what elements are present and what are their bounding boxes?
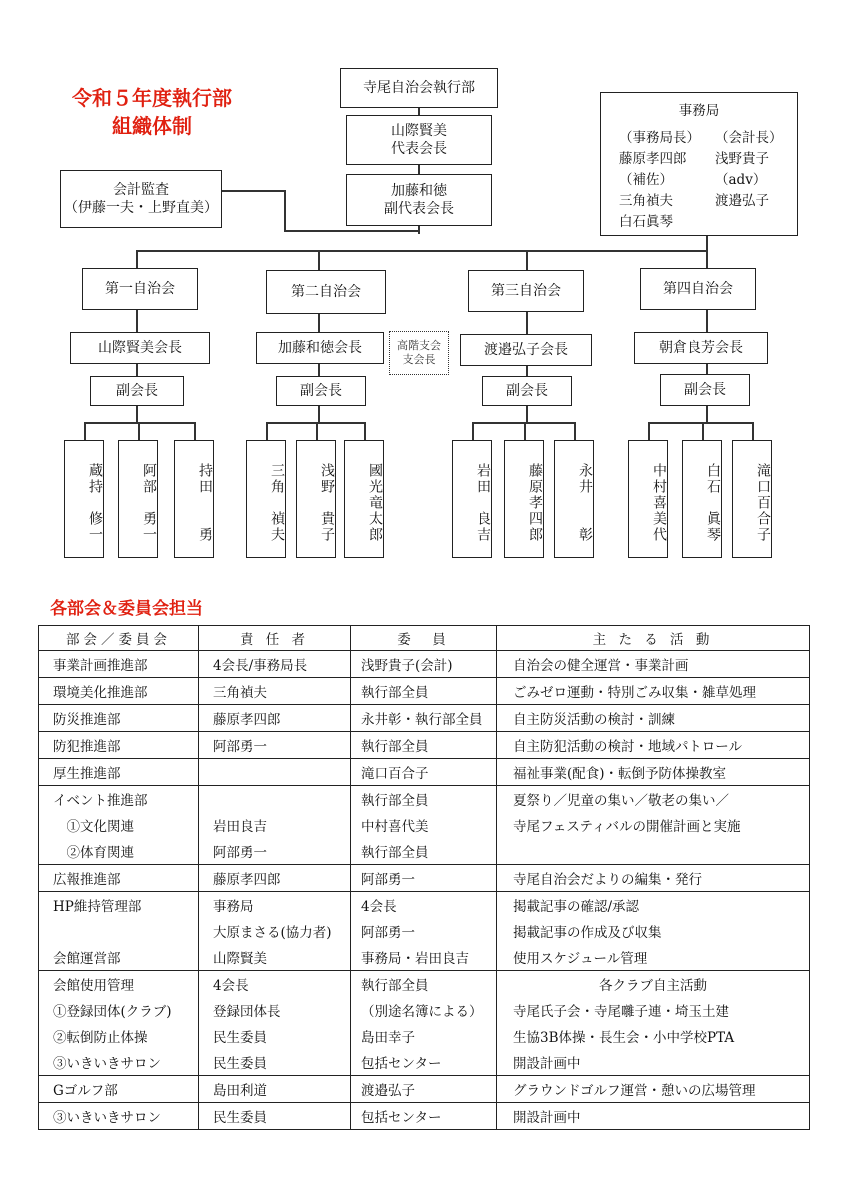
connector-b1 <box>136 250 138 268</box>
drop <box>472 422 474 440</box>
branch-1-box <box>82 268 198 310</box>
member-name: 浅野 貴子 <box>319 463 335 543</box>
table-header-row <box>39 626 810 651</box>
table-cell: 執行部全員 <box>351 971 497 998</box>
table-cell: 寺尾フェスティバルの開催計画と実施 <box>497 812 810 838</box>
table-cell: 登録団体長 <box>199 997 351 1023</box>
table-cell: 包括センター <box>351 1103 497 1130</box>
table-cell: 三角禎夫 <box>199 678 351 705</box>
representative-name: 山際賢美 <box>391 122 447 139</box>
bus-1 <box>84 422 196 424</box>
branch-4-box <box>640 268 756 310</box>
branch-2-member <box>296 440 336 558</box>
table-cell: 執行部全員 <box>351 678 497 705</box>
table-cell: 自治会の健全運営・事業計画 <box>497 651 810 678</box>
table-cell: 渡邉弘子 <box>351 1076 497 1103</box>
member-name: 國光竜太郎 <box>367 463 383 543</box>
drop <box>574 422 576 440</box>
branch-3-member <box>554 440 594 558</box>
branch-3-member <box>504 440 544 558</box>
table-cell: 環境美化推進部 <box>39 678 199 705</box>
branch-3-member <box>452 440 492 558</box>
office-title: 事務局 <box>678 103 720 119</box>
table-cell: 島田幸子 <box>351 1023 497 1049</box>
table-cell: 厚生推進部 <box>39 759 199 786</box>
table-cell: 防災推進部 <box>39 705 199 732</box>
sub-branch-line2: 支会長 <box>402 353 436 366</box>
table-cell: 会館運営部 <box>39 944 199 971</box>
table-cell: 滝口百合子 <box>351 759 497 786</box>
table-row <box>39 865 810 892</box>
table-cell: 大原まさる(協力者) <box>199 918 351 944</box>
page-title-line1: 令和５年度執行部 <box>72 86 232 110</box>
branch-3-vice <box>482 376 572 406</box>
drop <box>266 422 268 440</box>
table-row <box>39 1103 810 1130</box>
branch-4-vice <box>660 374 750 406</box>
member-name: 持田 勇 <box>197 463 213 543</box>
member-name: 滝口百合子 <box>755 463 771 543</box>
table-cell: 中村喜代美 <box>351 812 497 838</box>
branch-2-vice-label: 副会長 <box>300 382 342 399</box>
drop <box>752 422 754 440</box>
branch-1-name: 第一自治会 <box>105 280 175 297</box>
table-cell: 掲載記事の確認/承認 <box>497 892 810 919</box>
branch-3-chief-label: 渡邉弘子会長 <box>484 341 568 358</box>
vice-representative-box <box>346 174 492 226</box>
table-cell: 4会長 <box>351 892 497 919</box>
table-cell: 事務局 <box>199 892 351 919</box>
sub-branch-line1: 高階支会 <box>397 338 441 352</box>
table-cell: ②転倒防止体操 <box>39 1023 199 1049</box>
connector-audit-stub <box>220 190 286 192</box>
office-r2-left: 藤原孝四郎 <box>619 151 687 167</box>
table-cell: 掲載記事の作成及び収集 <box>497 918 810 944</box>
branch-1-vice <box>90 376 184 406</box>
table-cell: 福祉事業(配食)・転倒予防体操教室 <box>497 759 810 786</box>
table-cell: 事業計画推進部 <box>39 651 199 678</box>
table-cell: 生協3B体操・長生会・小中学校PTA <box>497 1023 810 1049</box>
section-title: 各部会＆委員会担当 <box>50 599 203 619</box>
office-r5-left: 白石眞琴 <box>619 214 673 230</box>
branch-4-name: 第四自治会 <box>663 280 733 297</box>
branch-4-chief <box>634 332 768 364</box>
branch-1-chief-label: 山際賢美会長 <box>98 339 182 356</box>
office-r1-right: （会計長） <box>715 130 783 146</box>
table-cell: 執行部全員 <box>351 786 497 813</box>
branch-4-member <box>628 440 668 558</box>
table-row <box>39 1076 810 1103</box>
connector-audit-v <box>284 190 286 232</box>
office-r4-left: 三角禎夫 <box>619 193 673 209</box>
table-row <box>39 678 810 705</box>
vice-representative-role: 副代表会長 <box>384 201 454 217</box>
table-cell: ごみゼロ運動・特別ごみ収集・雑草処理 <box>497 678 810 705</box>
table-cell: イベント推進部 <box>39 786 199 813</box>
member-name: 三角 禎夫 <box>269 463 285 543</box>
table-row <box>39 812 810 838</box>
table-cell: 4会長/事務局長 <box>199 651 351 678</box>
branch-1-chief <box>70 332 210 364</box>
drop <box>194 422 196 440</box>
table-row <box>39 971 810 998</box>
member-name: 中村喜美代 <box>651 463 667 543</box>
table-header: 主 た る 活 動 <box>497 626 810 651</box>
table-cell: 会館使用管理 <box>39 971 199 998</box>
table-cell: 岩田良吉 <box>199 812 351 838</box>
table-cell: 藤原孝四郎 <box>199 705 351 732</box>
drop <box>648 422 650 440</box>
branch-4-vice-label: 副会長 <box>684 381 726 398</box>
table-cell: Gゴルフ部 <box>39 1076 199 1103</box>
branch-3-name: 第三自治会 <box>491 282 561 299</box>
member-name: 蔵持 修一 <box>87 463 103 543</box>
table-header: 部会／委員会 <box>39 626 199 651</box>
branch-1-member <box>174 440 214 558</box>
representative-role: 代表会長 <box>391 141 447 157</box>
page-title <box>62 84 242 140</box>
branch-4-member <box>732 440 772 558</box>
branch-4-chief-label: 朝倉良芳会長 <box>659 339 743 356</box>
table-cell: 広報推進部 <box>39 865 199 892</box>
drop <box>364 422 366 440</box>
table-cell: 防犯推進部 <box>39 732 199 759</box>
branch-2-box <box>266 270 386 314</box>
table-cell: 執行部全員 <box>351 732 497 759</box>
table-row <box>39 944 810 971</box>
table-cell: ①登録団体(クラブ) <box>39 997 199 1023</box>
table-row <box>39 786 810 813</box>
table-cell: 自主防犯活動の検討・地域パトロール <box>497 732 810 759</box>
office-r1-left: （事務局長） <box>619 130 700 146</box>
branch-2-member <box>246 440 286 558</box>
table-cell: 寺尾自治会だよりの編集・発行 <box>497 865 810 892</box>
table-row <box>39 732 810 759</box>
org-executive-box <box>340 68 498 108</box>
table-cell: 民生委員 <box>199 1103 351 1130</box>
table-header: 委 員 <box>351 626 497 651</box>
table-row <box>39 705 810 732</box>
table-cell: 阿部勇一 <box>199 838 351 865</box>
bus-4 <box>648 422 754 424</box>
sub-branch-box <box>389 331 449 375</box>
table-cell <box>497 838 810 865</box>
connector-branches-h <box>137 250 708 252</box>
table-cell: ③いきいきサロン <box>39 1049 199 1076</box>
table-row <box>39 1023 810 1049</box>
table-cell: 夏祭り／児童の集い／敬老の集い／ <box>497 786 810 813</box>
table-cell: 阿部勇一 <box>351 918 497 944</box>
branch-3-chief <box>460 334 592 366</box>
branch-4-member <box>682 440 722 558</box>
office-box <box>600 92 798 236</box>
table-cell: 執行部全員 <box>351 838 497 865</box>
connector-b3 <box>526 250 528 270</box>
branch-1-vice-label: 副会長 <box>116 382 158 399</box>
table-header: 責 任 者 <box>199 626 351 651</box>
table-cell: ①文化関連 <box>39 812 199 838</box>
table-cell: 事務局・岩田良吉 <box>351 944 497 971</box>
table-cell <box>199 786 351 813</box>
table-cell: 島田利道 <box>199 1076 351 1103</box>
table-cell: 開設計画中 <box>497 1049 810 1076</box>
table-row <box>39 918 810 944</box>
table-cell: 山際賢美 <box>199 944 351 971</box>
member-name: 阿部 勇一 <box>141 463 157 543</box>
table-cell: 永井彰・執行部全員 <box>351 705 497 732</box>
branch-3-vice-label: 副会長 <box>506 382 548 399</box>
org-executive-label: 寺尾自治会執行部 <box>363 79 475 96</box>
drop <box>702 422 704 440</box>
table-cell: 民生委員 <box>199 1049 351 1076</box>
branch-3-box <box>468 270 584 312</box>
office-r4-right: 渡邉弘子 <box>715 193 769 209</box>
roles-table <box>38 625 810 1130</box>
member-name: 永井 彰 <box>577 463 593 543</box>
connector-audit-h <box>284 230 420 232</box>
table-cell: 阿部勇一 <box>351 865 497 892</box>
table-row <box>39 1049 810 1076</box>
table-cell: 使用スケジュール管理 <box>497 944 810 971</box>
table-cell <box>199 759 351 786</box>
member-name: 藤原孝四郎 <box>527 463 543 543</box>
office-r3-left: （補佐） <box>619 172 673 188</box>
table-cell: 包括センター <box>351 1049 497 1076</box>
table-cell: 民生委員 <box>199 1023 351 1049</box>
table-cell: グラウンドゴルフ運営・憩いの広場管理 <box>497 1076 810 1103</box>
connector-b4 <box>706 250 708 268</box>
table-cell <box>39 918 199 944</box>
connector-b2 <box>318 250 320 270</box>
branch-2-member <box>344 440 384 558</box>
drop <box>524 422 526 440</box>
drop <box>316 422 318 440</box>
table-cell: 寺尾氏子会・寺尾囃子連・埼玉土建 <box>497 997 810 1023</box>
branch-2-name: 第二自治会 <box>291 283 361 300</box>
member-name: 岩田 良吉 <box>475 463 491 543</box>
branch-2-chief <box>256 332 384 364</box>
office-r3-right: （adv） <box>715 172 767 188</box>
table-cell: 浅野貴子(会計) <box>351 651 497 678</box>
table-row <box>39 997 810 1023</box>
table-row <box>39 838 810 865</box>
table-cell: 自主防災活動の検討・訓練 <box>497 705 810 732</box>
table-row <box>39 759 810 786</box>
table-cell: ③いきいきサロン <box>39 1103 199 1130</box>
table-cell: 阿部勇一 <box>199 732 351 759</box>
audit-box <box>60 170 222 228</box>
branch-1-member <box>64 440 104 558</box>
table-cell: HP維持管理部 <box>39 892 199 919</box>
table-cell: 各クラブ自主活動 <box>497 971 810 998</box>
page-title-line2: 組織体制 <box>112 114 192 138</box>
table-row <box>39 892 810 919</box>
branch-1-member <box>118 440 158 558</box>
office-r2-right: 浅野貴子 <box>715 151 769 167</box>
table-cell: 開設計画中 <box>497 1103 810 1130</box>
table-cell: （別途名簿による） <box>351 997 497 1023</box>
table-cell: 藤原孝四郎 <box>199 865 351 892</box>
audit-title: 会計監査 <box>113 181 169 198</box>
drop <box>84 422 86 440</box>
table-cell: ②体育関連 <box>39 838 199 865</box>
branch-2-vice <box>276 376 366 406</box>
branch-2-chief-label: 加藤和徳会長 <box>278 339 362 356</box>
vice-representative-name: 加藤和徳 <box>391 182 447 199</box>
audit-members: （伊藤一夫・上野直美） <box>64 200 218 216</box>
table-row <box>39 651 810 678</box>
table-cell: 4会長 <box>199 971 351 998</box>
representative-box <box>346 115 492 165</box>
member-name: 白石 眞琴 <box>705 463 721 543</box>
drop <box>138 422 140 440</box>
